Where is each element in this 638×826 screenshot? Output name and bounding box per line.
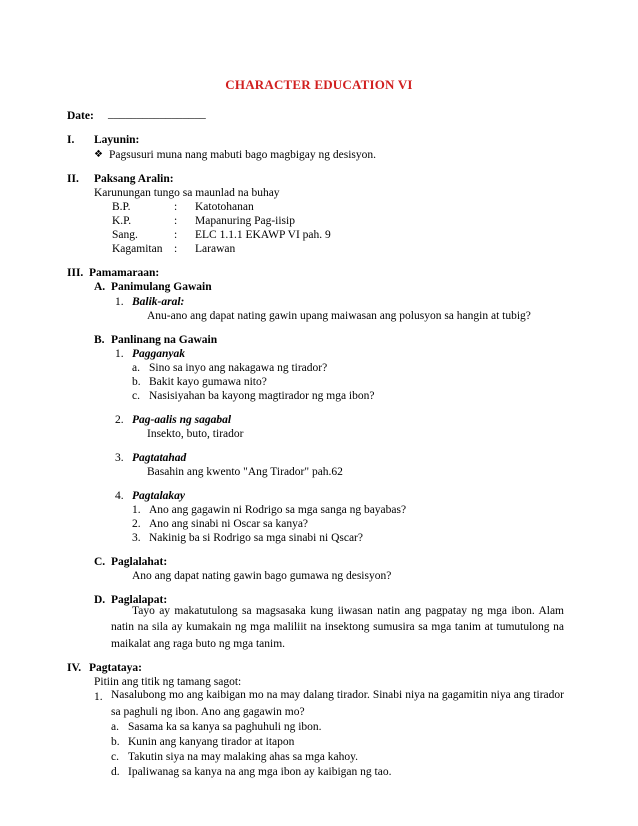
section-2-heading: Paksang Aralin: xyxy=(94,173,174,185)
subject-row-sep: : xyxy=(174,215,178,227)
unlocking-number: 2. xyxy=(115,414,124,426)
unlocking-label: Pag-aalis ng sagabal xyxy=(132,414,232,426)
document-title: CHARACTER EDUCATION VI xyxy=(225,77,413,92)
review-question: Anu-ano ang dapat nating gawin upang maiwasan ang polusyon sa hangin at tubig? xyxy=(147,310,531,322)
generalization-text: Ano ang dapat nating gawin bago gumawa ng desisyon? xyxy=(132,570,392,582)
section-3-heading: Pamamaraan: xyxy=(89,267,160,279)
motivation-label: Pagganyak xyxy=(132,348,186,360)
subject-row-value: Larawan xyxy=(195,243,236,255)
application-line-3: maikalat ang raga buto ng mga tanim. xyxy=(111,638,286,650)
section-1-number: I. xyxy=(67,134,75,146)
application-line-2: natin na sila ay kumakain ng mga maliliit na insektong sumusira sa mga tanim at tumutulong na xyxy=(111,621,564,633)
subject-row-key: Kagamitan xyxy=(112,243,163,255)
question-line-2: sa paghuli ng ibon. Ano ang gagawin mo? xyxy=(111,706,305,718)
subject-row-value: Katotohanan xyxy=(195,201,254,213)
motivation-item-text: Sino sa inyo ang nakagawa ng tirador? xyxy=(149,362,328,374)
subject-row-sep: : xyxy=(174,229,178,241)
discussion-item-number: 3. xyxy=(132,532,141,544)
date-blank: _________________ xyxy=(108,108,206,120)
part-b-heading: Panlinang na Gawain xyxy=(111,334,218,346)
subject-row-key: K.P. xyxy=(112,215,132,227)
unlocking-text: Insekto, buto, tirador xyxy=(147,428,244,440)
subject-row-key: Sang. xyxy=(112,229,138,241)
part-d-heading: Paglalapat: xyxy=(111,594,168,606)
choice-letter: b. xyxy=(111,736,120,748)
part-a-item-number: 1. xyxy=(115,296,124,308)
motivation-number: 1. xyxy=(115,348,124,360)
part-c-heading: Paglalahat: xyxy=(111,556,168,568)
motivation-item-letter: b. xyxy=(132,376,141,388)
presentation-number: 3. xyxy=(115,452,124,464)
choice-text: Kunin ang kanyang tirador at itapon xyxy=(128,736,295,748)
presentation-text: Basahin ang kwento "Ang Tirador" pah.62 xyxy=(147,466,343,478)
choice-letter: a. xyxy=(111,721,119,733)
part-b-letter: B. xyxy=(94,334,105,346)
evaluation-instruction: Pitiin ang titik ng tamang sagot: xyxy=(94,676,242,688)
section-2-number: II. xyxy=(67,173,79,185)
question-number: 1. xyxy=(94,691,103,703)
presentation-label: Pagtatahad xyxy=(132,452,187,464)
subject-row-value: ELC 1.1.1 EKAWP VI pah. 9 xyxy=(195,229,331,241)
section-4-number: IV. xyxy=(67,662,82,674)
diamond-bullet-icon: ❖ xyxy=(94,149,103,160)
discussion-item-text: Ano ang sinabi ni Oscar sa kanya? xyxy=(149,518,309,530)
choice-text: Takutin siya na may malaking ahas sa mga kahoy. xyxy=(128,751,358,763)
date-label: Date: xyxy=(67,110,94,122)
choice-letter: c. xyxy=(111,751,119,763)
review-label: Balik-aral: xyxy=(132,296,185,308)
section-4-heading: Pagtataya: xyxy=(89,662,143,674)
subject-row-value: Mapanuring Pag-iisip xyxy=(195,215,295,227)
discussion-number: 4. xyxy=(115,490,124,502)
choice-letter: d. xyxy=(111,766,120,778)
subject-row-key: B.P. xyxy=(112,201,131,213)
discussion-label: Pagtalakay xyxy=(132,490,186,502)
part-d-letter: D. xyxy=(94,594,106,606)
subject-row-sep: : xyxy=(174,243,178,255)
application-line-1: Tayo ay makatutulong sa magsasaka kung iiwasan natin ang pagpatay ng mga ibon. Alam xyxy=(132,605,564,617)
part-a-letter: A. xyxy=(94,281,106,293)
discussion-item-number: 2. xyxy=(132,518,141,530)
choice-text: Sasama ka sa kanya sa paghuhuli ng ibon. xyxy=(128,721,322,733)
objective-text: Pagsusuri muna nang mabuti bago magbigay ng desisyon. xyxy=(109,149,377,161)
section-3-number: III. xyxy=(67,267,84,279)
motivation-item-text: Nasisiyahan ba kayong magtirador ng mga ibon? xyxy=(149,390,375,402)
choice-text: Ipaliwanag sa kanya na ang mga ibon ay kaibigan ng tao. xyxy=(128,766,392,778)
discussion-item-text: Nakinig ba si Rodrigo sa mga sinabi ni Qscar? xyxy=(149,532,363,544)
question-line-1: Nasalubong mo ang kaibigan mo na may dalang tirador. Sinabi niya na gagamitin niya ang tirador xyxy=(111,689,564,701)
motivation-item-letter: a. xyxy=(132,362,140,374)
motivation-item-letter: c. xyxy=(132,390,140,402)
part-a-heading: Panimulang Gawain xyxy=(111,281,212,293)
discussion-item-number: 1. xyxy=(132,504,141,516)
subject-row-sep: : xyxy=(174,201,178,213)
discussion-item-text: Ano ang gagawin ni Rodrigo sa mga sanga ng bayabas? xyxy=(149,504,407,516)
motivation-item-text: Bakit kayo gumawa nito? xyxy=(149,376,267,388)
section-1-heading: Layunin: xyxy=(94,134,140,146)
part-c-letter: C. xyxy=(94,556,106,568)
subject-title: Karunungan tungo sa maunlad na buhay xyxy=(94,187,280,199)
